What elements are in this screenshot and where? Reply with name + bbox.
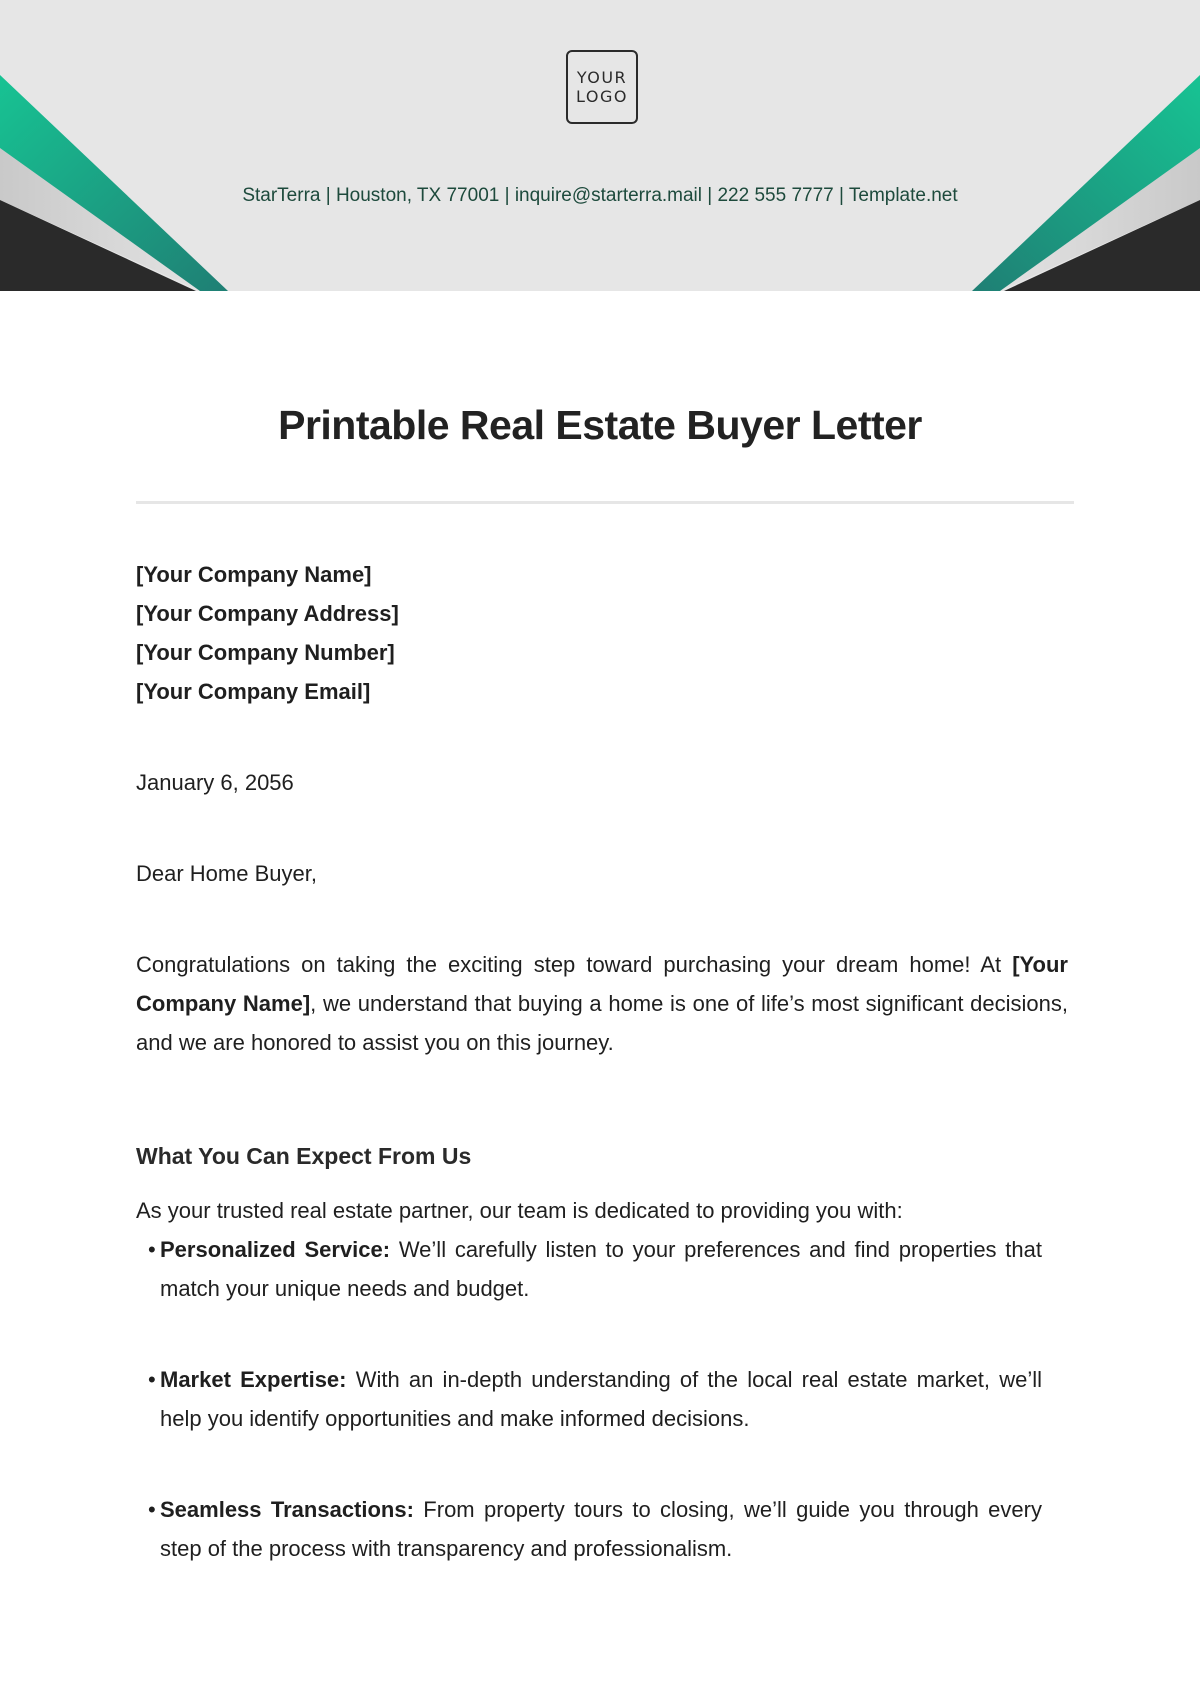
title-divider — [136, 501, 1074, 504]
service-list — [136, 1230, 1068, 1568]
corner-decoration — [0, 0, 1200, 291]
intro-text-end: , we understand that buying a home is one of life’s most significant decisions, and we are honored to assist you on this journey. — [136, 991, 1069, 1055]
list-item-text: With an in-depth understanding of the local real estate market, we’ll help you identify opportunities and make informed decisions. — [160, 1367, 1042, 1431]
bullet-icon: • — [148, 1237, 156, 1262]
list-item-label: Market Expertise: — [160, 1367, 347, 1392]
company-address: [Your Company Address] — [136, 601, 399, 626]
company-info — [136, 555, 1068, 711]
list-item — [136, 1230, 1042, 1308]
bullet-icon: • — [148, 1367, 156, 1392]
list-item — [136, 1490, 1042, 1568]
letter-body — [136, 555, 1068, 1568]
section-lead: As your trusted real estate partner, our team is dedicated to providing you with: — [136, 1198, 903, 1223]
list-item-text: From property tours to closing, we’ll guide you through every step of the process with transparency and professionalism. — [160, 1497, 1042, 1561]
list-item-label: Seamless Transactions: — [160, 1497, 414, 1522]
salutation: Dear Home Buyer, — [136, 861, 317, 886]
intro-text-start: Congratulations on taking the exciting step toward purchasing your dream home! At — [136, 952, 1013, 977]
list-item — [136, 1360, 1042, 1438]
letter-date: January 6, 2056 — [136, 770, 294, 795]
contact-line: StarTerra | Houston, TX 77001 | inquire@starterra.mail | 222 555 7777 | Template.net — [242, 185, 958, 206]
intro-company-name: [Your Company Name] — [136, 952, 1068, 1016]
list-item-label: Personalized Service: — [160, 1237, 391, 1262]
company-name: [Your Company Name] — [136, 562, 372, 587]
section-heading: What You Can Expect From Us — [136, 1143, 472, 1169]
company-email: [Your Company Email] — [136, 679, 371, 704]
page-title: Printable Real Estate Buyer Letter — [278, 402, 922, 448]
letterhead — [0, 0, 1200, 291]
intro-paragraph — [136, 945, 1068, 1062]
bullet-icon: • — [148, 1497, 156, 1522]
company-number: [Your Company Number] — [136, 640, 395, 665]
company-logo — [566, 50, 638, 124]
logo-text: YOUR LOGO — [576, 68, 628, 106]
list-item-text: We’ll carefully listen to your preferences and find properties that match your unique needs and budget. — [160, 1237, 1042, 1301]
